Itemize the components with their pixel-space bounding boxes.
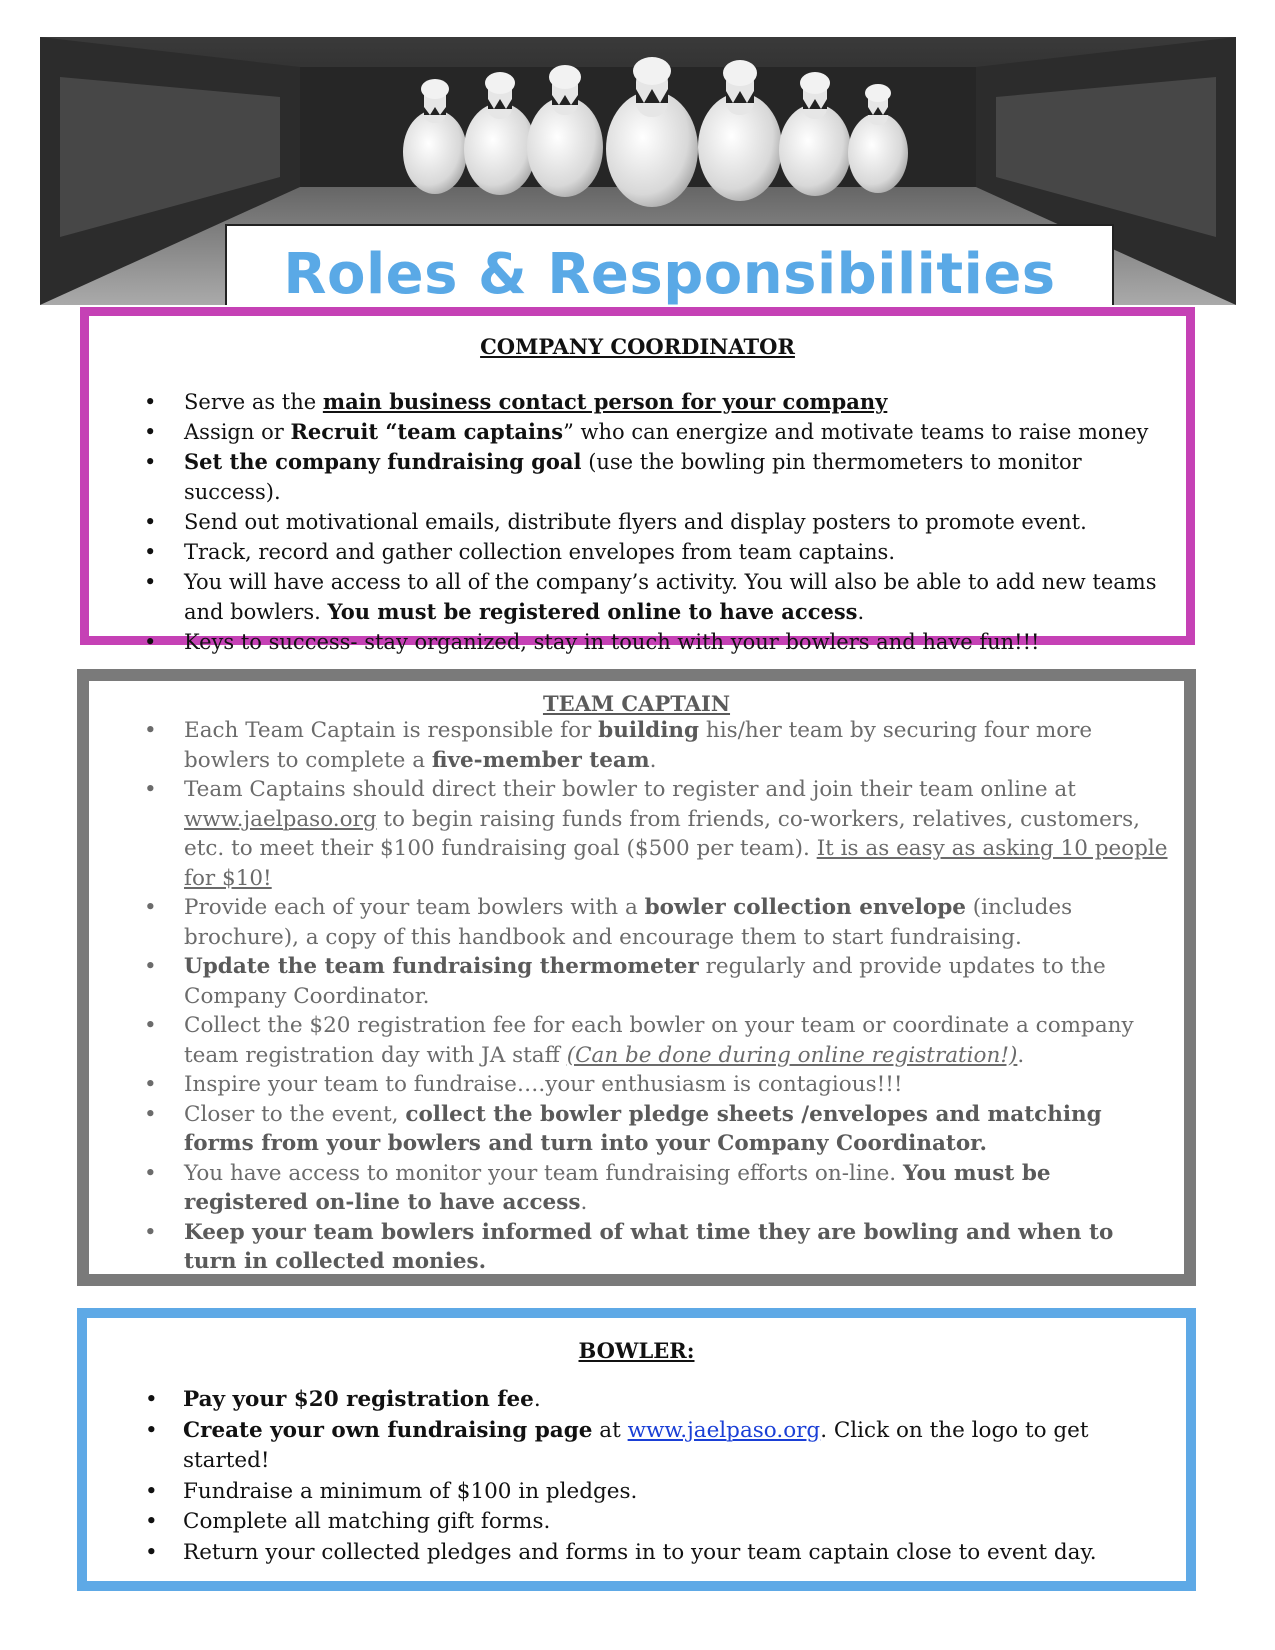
header-banner <box>40 37 1236 305</box>
list-item: • Assign or Recruit “team captains” who can energize and motivate teams to raise money <box>144 417 1166 447</box>
bullet-icon: • <box>144 450 157 474</box>
bullet-icon: • <box>144 540 157 564</box>
list-item: • Closer to the event, collect the bowler pledge sheets /envelopes and matching forms from your bowlers and turn into your Company Coordinator. <box>144 1101 1102 1156</box>
list-item: • Set the company fundraising goal (use the bowling pin thermometers to monitor success). <box>144 449 1082 504</box>
bullet-icon: • <box>144 510 157 534</box>
bullet-icon: • <box>144 1160 157 1186</box>
bullet-icon: • <box>144 420 157 444</box>
list-item: • Collect the $20 registration fee for each bowler on your team or coordinate a company team registration day with JA staff (Can be done during online registration!). <box>144 1013 1134 1068</box>
list-item: • Return your collected pledges and forms in to your team captain close to event day. <box>145 1538 1171 1569</box>
list-item: • Update the team fundraising thermometer regularly and provide updates to the Company Coordinator. <box>144 954 1106 1009</box>
list-item: • Inspire your team to fundraise….your enthusiasm is contagious!!! <box>144 1070 1169 1100</box>
captain-heading: TEAM CAPTAIN <box>542 691 731 716</box>
bullet-icon: • <box>144 1072 157 1097</box>
bullet-icon: • <box>144 1101 157 1127</box>
list-item: • Send out motivational emails, distribute flyers and display posters to promote event. <box>144 507 1166 537</box>
bullet-icon: • <box>144 1013 157 1038</box>
bullet-icon: • <box>144 390 157 414</box>
title-box <box>225 224 1114 305</box>
list-item: • Team Captains should direct their bowler to register and join their team online at www.jaelpaso.org to begin raising funds from friends, co-workers, relatives, customers, etc. to meet their $100 fundraising goal ($500 per team). It is as easy as asking 10 people for $10! <box>144 777 1168 891</box>
bullet-icon: • <box>145 1478 158 1504</box>
website-link[interactable]: www.jaelpaso.org <box>184 806 377 832</box>
coordinator-heading: COMPANY COORDINATOR <box>480 334 795 359</box>
website-link[interactable]: www.jaelpaso.org <box>627 1417 821 1443</box>
bullet-icon: • <box>144 1219 157 1245</box>
list-item: • Fundraise a minimum of $100 in pledges. <box>145 1477 1171 1508</box>
bullet-icon: • <box>144 630 157 654</box>
company-coordinator-section <box>80 307 1195 654</box>
bullet-icon: • <box>145 1387 158 1412</box>
team-captain-section <box>77 669 1196 1286</box>
page-title: Roles & Responsibilities <box>283 241 1056 305</box>
list-item: • Complete all matching gift forms. <box>145 1507 1171 1538</box>
bowler-heading: BOWLER: <box>578 1338 695 1363</box>
bullet-icon: • <box>144 895 157 920</box>
coordinator-list <box>144 387 1166 657</box>
list-item: • Serve as the main business contact person for your company <box>144 387 1166 417</box>
bullet-icon: • <box>144 777 157 802</box>
list-item: • Provide each of your team bowlers with a bowler collection envelope (includes brochure), a copy of this handbook and encourage them to start fundraising. <box>144 895 1073 950</box>
bullet-icon: • <box>145 1539 158 1565</box>
list-item: • Create your own fundraising page at www.jaelpaso.org. Click on the logo to get started! <box>145 1417 1089 1473</box>
bullet-icon: • <box>144 570 157 594</box>
bowler-section <box>77 1308 1196 1591</box>
captain-list <box>144 716 1169 1277</box>
list-item: • Keep your team bowlers informed of what time they are bowling and when to turn in collected monies. <box>144 1219 1114 1274</box>
list-item: • You have access to monitor your team fundraising efforts on-line. You must be registered on-line to have access. <box>144 1160 1051 1215</box>
bullet-icon: • <box>144 954 157 979</box>
bullet-icon: • <box>145 1509 158 1534</box>
list-item: • You will have access to all of the company’s activity. You will also be able to add new teams and bowlers. You must be registered online to have access. <box>144 567 1166 627</box>
bowler-list <box>145 1385 1171 1568</box>
list-item: • Pay your $20 registration fee. <box>145 1385 1171 1416</box>
list-item: • Keys to success- stay organized, stay in touch with your bowlers and have fun!!! <box>144 627 1166 657</box>
bullet-icon: • <box>145 1417 158 1443</box>
list-item: • Track, record and gather collection envelopes from team captains. <box>144 537 1166 567</box>
bullet-icon: • <box>144 718 157 743</box>
list-item: • Each Team Captain is responsible for building his/her team by securing four more bowlers to complete a five-member team. <box>144 718 1093 773</box>
